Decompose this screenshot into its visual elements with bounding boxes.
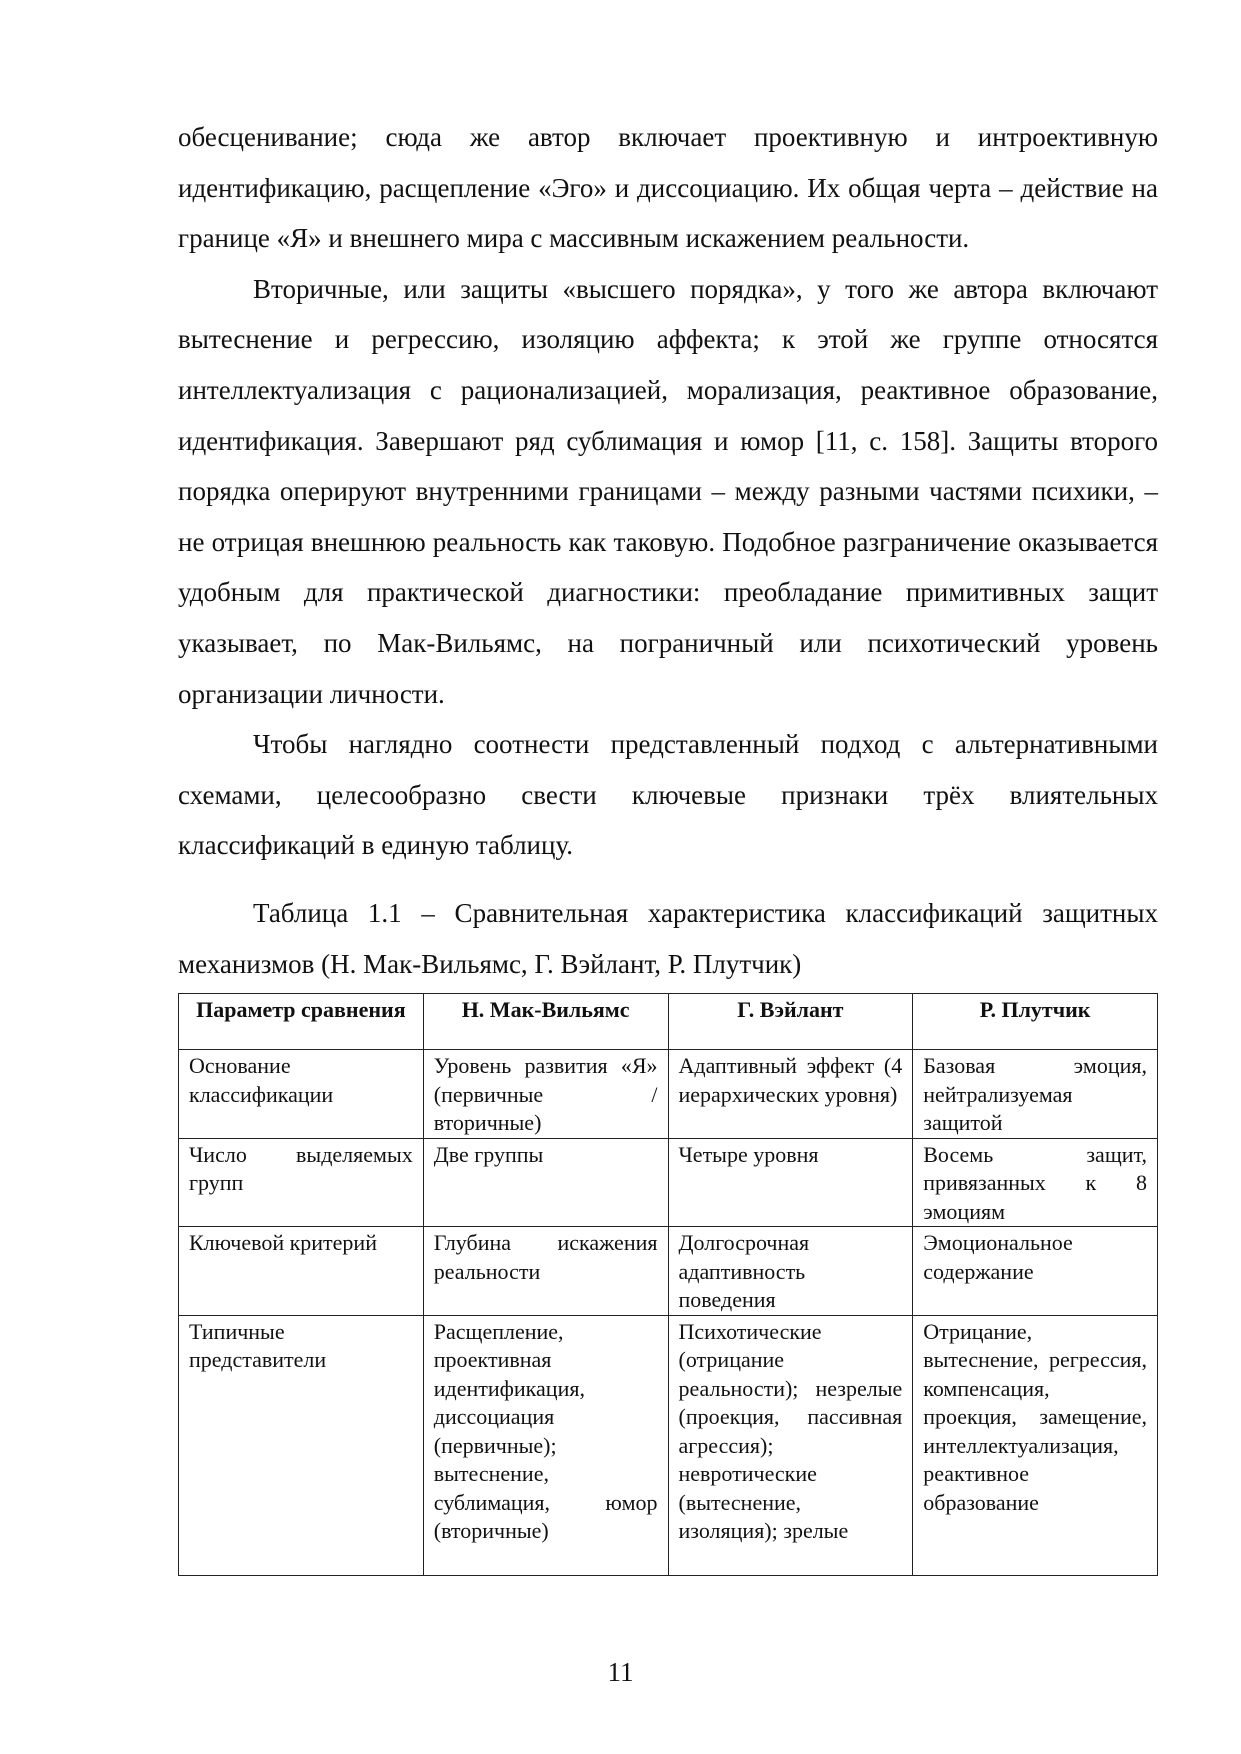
table-row xyxy=(179,1138,1158,1227)
table-header-cell: Параметр сравнения xyxy=(179,994,424,1050)
document-page xyxy=(178,112,1158,1576)
table-cell: Четыре уровня xyxy=(668,1138,913,1227)
page-number: 11 xyxy=(607,1657,634,1687)
table-cell: Эмоциональное содержание xyxy=(913,1227,1158,1316)
table-cell: Основание классификации xyxy=(179,1050,424,1139)
table-caption: Таблица 1.1 – Сравнительная характеристика классификаций защитных механизмов (Н. Мак-Вильямс, Г. Вэйлант, Р. Плутчик) xyxy=(178,897,1158,979)
table-cell: Ключевой критерий xyxy=(179,1227,424,1316)
table-header-cell: Р. Плутчик xyxy=(913,994,1158,1050)
table-row xyxy=(179,1050,1158,1139)
table-cell: Число выделяемых групп xyxy=(179,1138,424,1227)
table-cell: Типичные представители xyxy=(179,1315,424,1575)
table-header-cell: Г. Вэйлант xyxy=(668,994,913,1050)
table-cell: Отрицание, вытеснение, регрессия, компенсация, проекция, замещение, интеллектуализация, реактивное образование xyxy=(913,1315,1158,1575)
table-cell: Долгосрочная адаптивность поведения xyxy=(668,1227,913,1316)
table-cell: Две группы xyxy=(423,1138,668,1227)
table-cell: Базовая эмоция, нейтрализуемая защитой xyxy=(913,1050,1158,1139)
table-cell: Расщепление, проективная идентификация, диссоциация (первичные); вытеснение, сублимация, юмор (вторичные) xyxy=(423,1315,668,1575)
comparison-table xyxy=(178,993,1158,1576)
table-row xyxy=(179,1315,1158,1575)
table-cell: Уровень развития «Я» (первичные / вторичные) xyxy=(423,1050,668,1139)
paragraph-2: Вторичные, или защиты «высшего порядка», у того же автора включают вытеснение и регрессию, изоляцию аффекта; к этой же группе относятся интеллектуализация с рационализацией, морализация, реактивное образование, идентификация. Завершают ряд сублимация и юмор [11, с. 158]. Защиты второго порядка оперируют внутренними границами – между разными частями психики, – не отрицая внешнюю реальность как таковую. Подобное разграничение оказывается удобным для практической диагностики: преобладание примитивных защит указывает, по Мак-Вильямс, на пограничный или психотический уровень организации личности. xyxy=(178,273,1158,709)
paragraph-1: обесценивание; сюда же автор включает проективную и интроективную идентификацию, расщепление «Эго» и диссоциацию. Их общая черта – действие на границе «Я» и внешнего мира с массивным искажением реальности. xyxy=(178,122,1158,254)
table-cell: Восемь защит, привязанных к 8 эмоциям xyxy=(913,1138,1158,1227)
table-header-row xyxy=(179,994,1158,1050)
table-cell: Глубина искажения реальности xyxy=(423,1227,668,1316)
table-row xyxy=(179,1227,1158,1316)
table-cell: Адаптивный эффект (4 иерархических уровня) xyxy=(668,1050,913,1139)
table-header-cell: Н. Мак-Вильямс xyxy=(423,994,668,1050)
paragraph-3: Чтобы наглядно соотнести представленный подход с альтернативными схемами, целесообразно свести ключевые признаки трёх влиятельных классификаций в единую таблицу. xyxy=(178,729,1158,861)
table-cell: Психотические (отрицание реальности); незрелые (проекция, пассивная агрессия); невротические (вытеснение, изоляция); зрелые xyxy=(668,1315,913,1575)
